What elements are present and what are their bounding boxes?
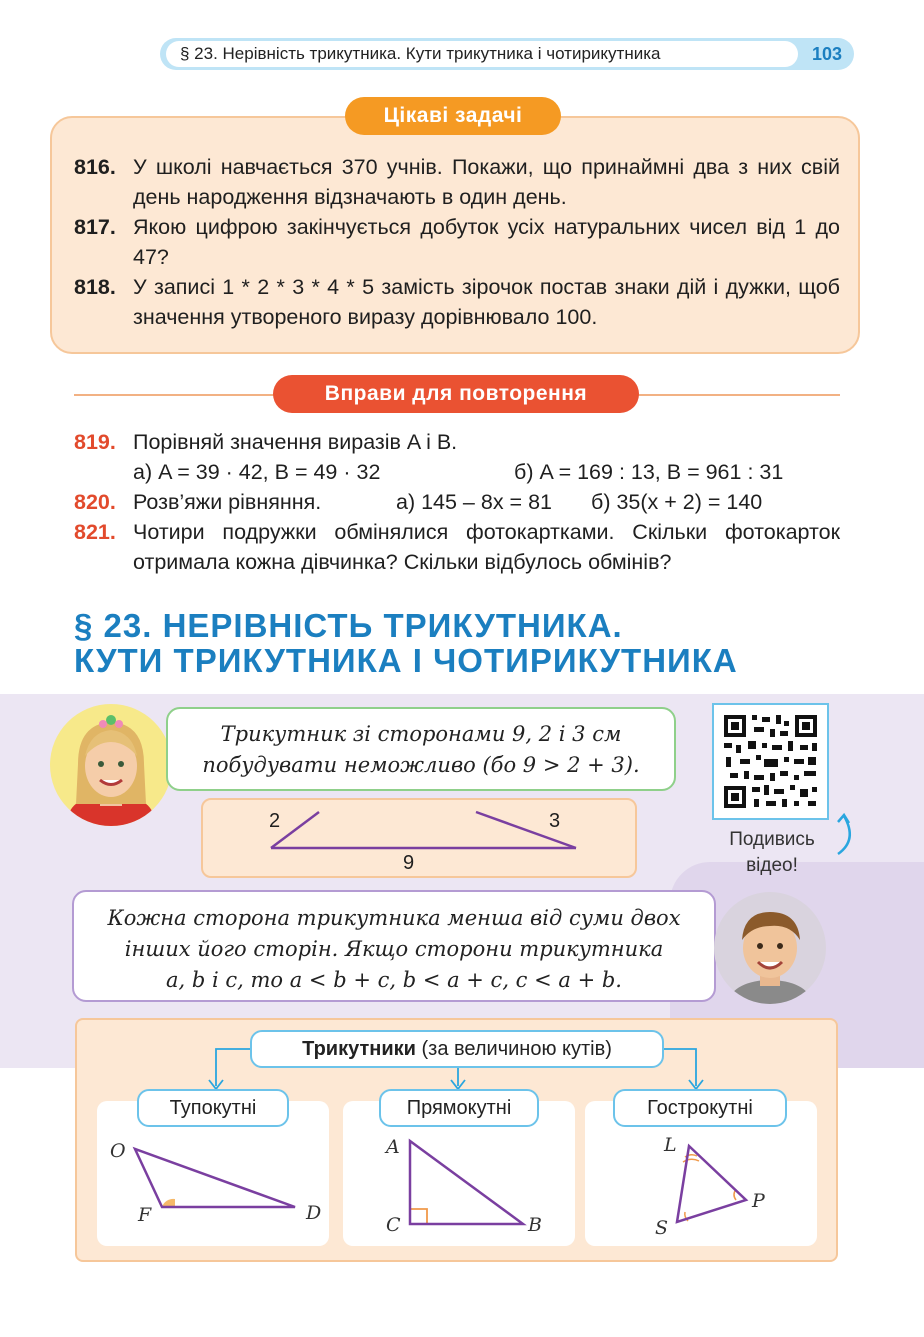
classification-root	[250, 1030, 664, 1068]
problem-number: 820.	[74, 490, 116, 514]
bubble-line: інших його сторін. Якщо сторони трикутника	[124, 937, 664, 961]
bubble-line: побудувати неможливо (бо 9 > 2 + 3).	[202, 753, 640, 777]
vertex-L: L	[664, 1134, 677, 1156]
curved-arrow-icon	[832, 810, 862, 858]
segment-label-9: 9	[403, 852, 415, 874]
vertex-P: P	[752, 1190, 765, 1212]
qr-code-icon	[714, 705, 827, 818]
problem-number: 821.	[74, 520, 116, 544]
vertex-A: A	[386, 1136, 400, 1158]
problem-number: 816.	[74, 155, 116, 179]
classification-root-rest: (за величиною кутів)	[415, 1038, 612, 1060]
vertex-S: S	[655, 1217, 669, 1239]
girl-avatar	[50, 704, 172, 826]
problem-text: У записі 1 * 2 * 3 * 4 * 5 замість зірочок постав знаки дій і дужки, щоб значення утвореного виразу дорівнювало 100.	[133, 275, 840, 329]
problem-text: У школі навчається 370 учнів. Покажи, що принаймні два з них свій день народження відзначають в один день.	[133, 155, 840, 209]
page-header	[160, 38, 854, 70]
section-title-line-2: КУТИ ТРИКУТНИКА І ЧОТИРИКУТНИКА	[74, 642, 738, 679]
problem-text: Якою цифрою закінчується добуток усіх натуральних чисел від 1 до 47?	[133, 215, 840, 269]
vertex-O: O	[110, 1140, 126, 1162]
section-title	[74, 608, 894, 678]
segment-label-2: 2	[269, 810, 281, 832]
bubble-line: Трикутник зі сторонами 9, 2 і 3 см	[220, 722, 622, 746]
boy-speech-bubble	[72, 890, 716, 1002]
bubble-line: Кожна сторона трикутника менша від суми двох	[107, 906, 681, 930]
bubble-line: a, b і c, то a < b + c, b < a + c, c < a + b.	[166, 968, 622, 992]
boy-avatar	[714, 892, 826, 1004]
vertex-F: F	[138, 1204, 152, 1226]
problem-text: Чотири подружки обмінялися фотокартками. Скільки фотокарток отримала кожна дівчинка? Скільки відбулось обмінів?	[133, 520, 840, 574]
problem-number: 819.	[74, 430, 116, 454]
vertex-D: D	[306, 1202, 322, 1224]
tag-acute: Гострокутні	[613, 1089, 787, 1127]
interesting-problems-heading: Цікаві задачі	[345, 97, 561, 135]
part-b: б) 35(x + 2) = 140	[591, 490, 763, 514]
section-title-line-1: § 23. НЕРІВНІСТЬ ТРИКУТНИКА.	[74, 607, 623, 644]
vertex-B: B	[528, 1214, 542, 1236]
problem-number: 817.	[74, 215, 116, 239]
qr-code[interactable]	[712, 703, 829, 820]
part-a: а) A = 39 · 42, B = 49 · 32	[133, 460, 381, 484]
vertex-C: C	[386, 1214, 401, 1236]
qr-caption-line: Подивись	[729, 829, 815, 850]
review-heading: Вправи для повторення	[273, 375, 639, 413]
problem-number: 818.	[74, 275, 116, 299]
qr-caption	[712, 827, 832, 879]
classification-root-bold: Трикутники	[302, 1038, 416, 1060]
problem-text: Розв’яжи рівняння.	[133, 490, 322, 514]
part-a: а) 145 – 8x = 81	[396, 490, 552, 514]
impossible-triangle-box	[201, 798, 637, 878]
qr-caption-line: відео!	[746, 855, 798, 876]
tag-right: Прямокутні	[379, 1089, 539, 1127]
tag-obtuse: Тупокутні	[137, 1089, 289, 1127]
segment-label-3: 3	[549, 810, 561, 832]
part-b: б) A = 169 : 13, B = 961 : 31	[514, 460, 784, 484]
girl-speech-bubble	[166, 707, 676, 791]
running-title: § 23. Нерівність трикутника. Кути трикутника і чотирикутника	[166, 41, 798, 67]
page-number: 103	[811, 44, 842, 64]
problem-text: Порівняй значення виразів A і B.	[133, 430, 458, 454]
